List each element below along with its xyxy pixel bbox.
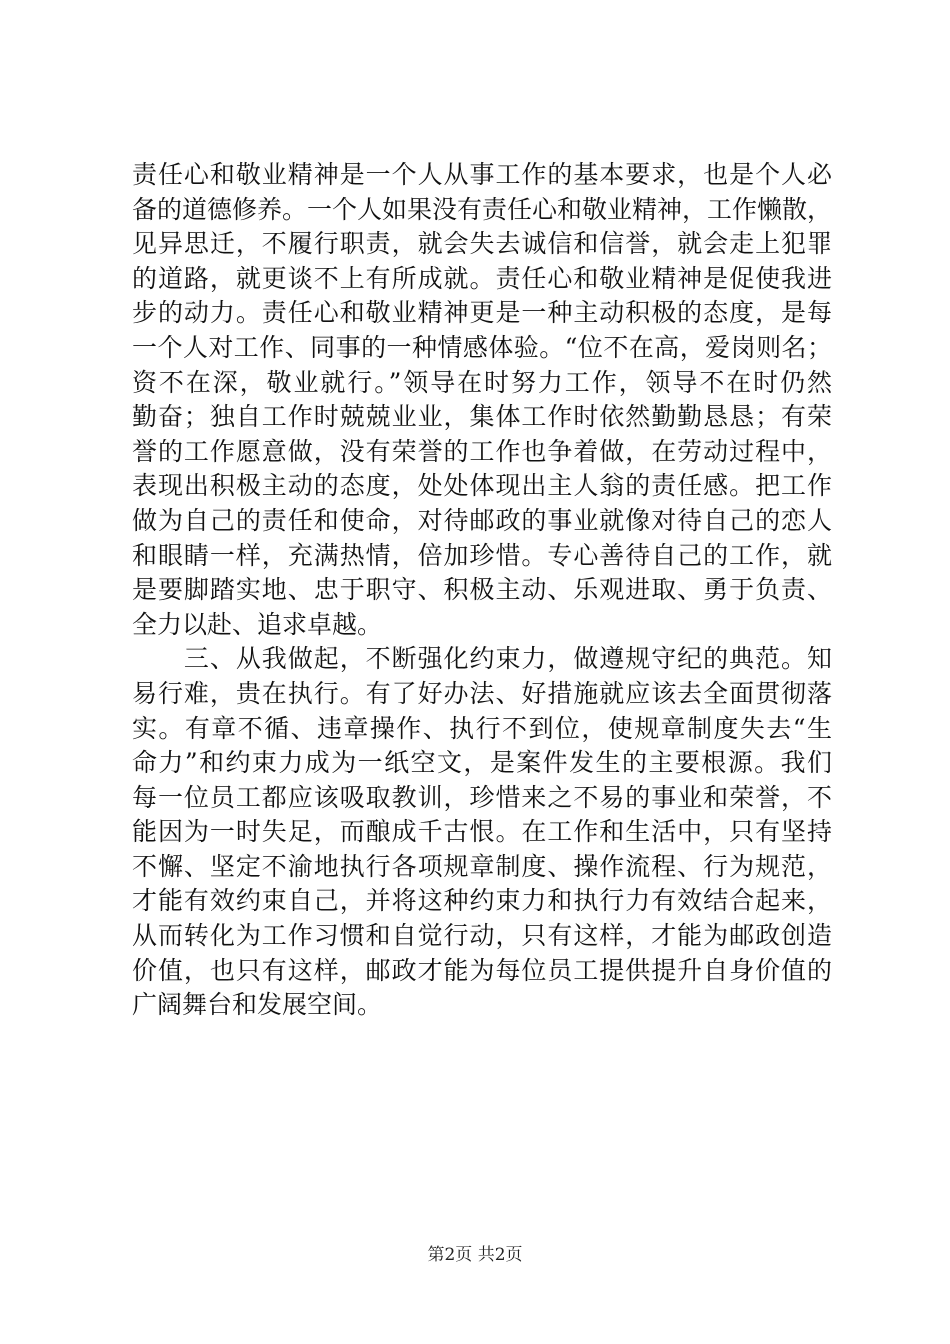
paragraph-1 <box>132 158 832 642</box>
text-line: 不懈、坚定不渝地执行各项规章制度、操作流程、行为规范， <box>132 851 832 881</box>
text-line: 资不在深，敬业就行。”领导在时努力工作，领导不在时仍然 <box>132 367 832 397</box>
paragraph-2 <box>132 642 832 1023</box>
text-line: 易行难，贵在执行。有了好办法、好措施就应该去全面贯彻落 <box>132 678 832 708</box>
page-number-footer: 第2页 共2页 <box>427 1245 523 1265</box>
text-line: 做为自己的责任和使命，对待邮政的事业就像对待自己的恋人 <box>132 505 832 535</box>
text-line: 责任心和敬业精神是一个人从事工作的基本要求，也是个人必 <box>132 160 832 189</box>
text-line: 才能有效约束自己，并将这种约束力和执行力有效结合起来， <box>132 886 832 916</box>
text-line: 步的动力。责任心和敬业精神更是一种主动积极的态度，是每 <box>132 298 832 328</box>
text-line: 誉的工作愿意做，没有荣誉的工作也争着做，在劳动过程中， <box>132 436 832 466</box>
text-line: 命力”和约束力成为一纸空文，是案件发生的主要根源。我们 <box>132 748 832 778</box>
text-line: 能因为一时失足，而酿成千古恨。在工作和生活中，只有坚持 <box>132 817 832 847</box>
text-line: 是要脚踏实地、忠于职守、积极主动、乐观进取、勇于负责、 <box>132 575 832 605</box>
document-body <box>132 158 832 1023</box>
text-line: 实。有章不循、违章操作、执行不到位，使规章制度失去“生 <box>132 713 832 743</box>
text-line: 备的道德修养。一个人如果没有责任心和敬业精神，工作懒散， <box>132 194 833 224</box>
text-line: 见异思迁，不履行职责，就会失去诚信和信誉，就会走上犯罪 <box>132 229 832 259</box>
text-line: 广阔舞台和发展空间。 <box>132 990 383 1020</box>
text-line: 全力以赴、追求卓越。 <box>132 609 383 639</box>
text-line: 一个人对工作、同事的一种情感体验。“位不在高，爱岗则名； <box>132 332 832 362</box>
text-line: 三、从我做起，不断强化约束力，做遵规守纪的典范。知 <box>132 644 832 674</box>
text-line: 表现出积极主动的态度，处处体现出主人翁的责任感。把工作 <box>132 471 832 501</box>
text-line: 价值，也只有这样，邮政才能为每位员工提供提升自身价值的 <box>132 955 832 985</box>
text-line: 的道路，就更谈不上有所成就。责任心和敬业精神是促使我进 <box>132 263 832 293</box>
text-line: 从而转化为工作习惯和自觉行动，只有这样，才能为邮政创造 <box>132 921 832 951</box>
text-line: 勤奋；独自工作时兢兢业业，集体工作时依然勤勤恳恳；有荣 <box>132 402 832 432</box>
text-line: 每一位员工都应该吸取教训，珍惜来之不易的事业和荣誉，不 <box>132 782 832 812</box>
text-line: 和眼睛一样，充满热情，倍加珍惜。专心善待自己的工作，就 <box>132 540 832 570</box>
